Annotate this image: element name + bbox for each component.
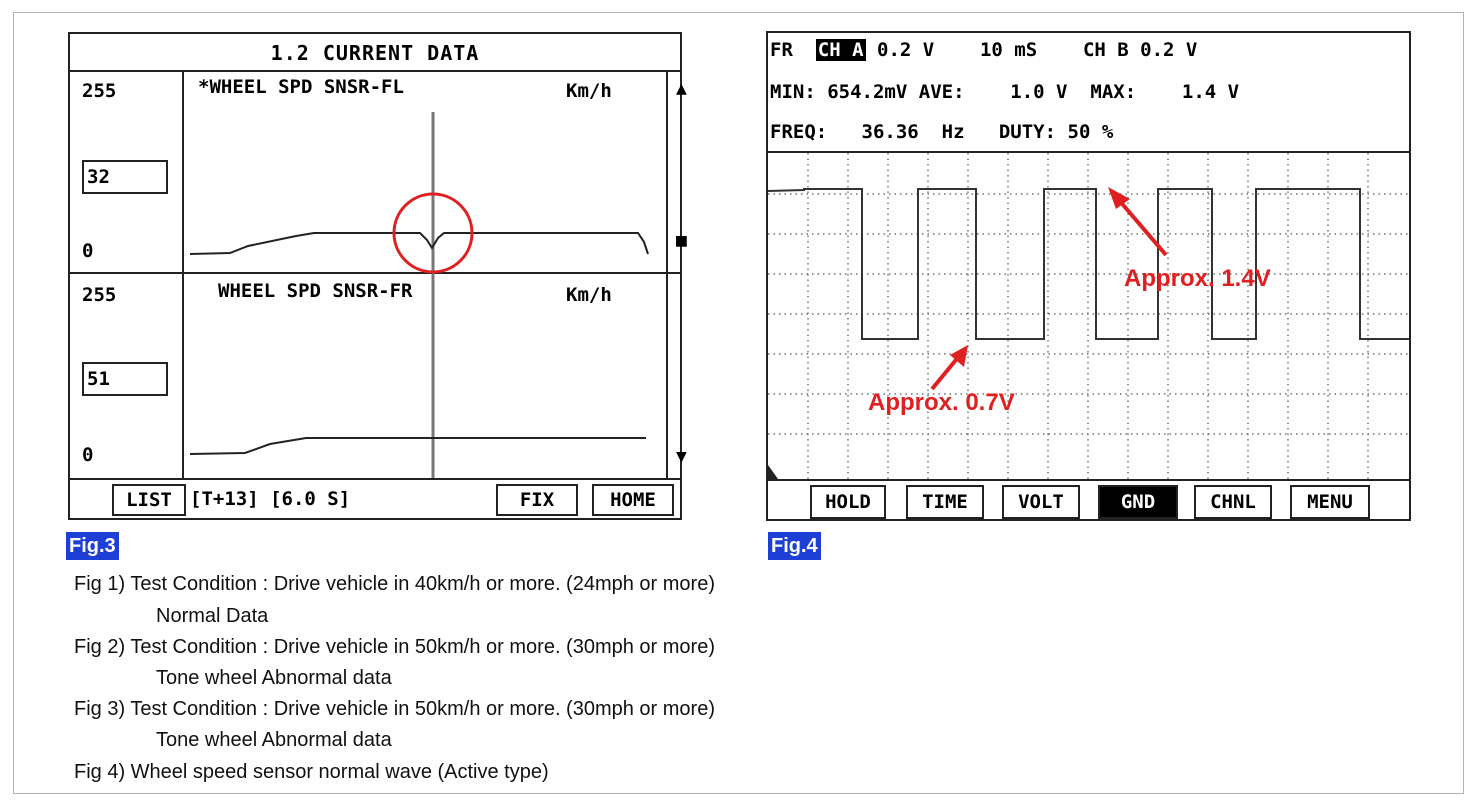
low-level-arrow — [932, 355, 960, 389]
min-value: 654.2mV — [827, 81, 908, 103]
fr-min-label: 0 — [82, 444, 94, 466]
caption-fig1-line2: Normal Data — [156, 605, 269, 627]
freq-unit: Hz — [941, 121, 965, 143]
max-value: 1.4 V — [1181, 81, 1240, 103]
chnl-button[interactable]: CHNL — [1194, 485, 1272, 519]
caption-fig4-line1: Fig 4) Wheel speed sensor normal wave (Active type) — [74, 761, 549, 783]
fr-sensor-label: WHEEL SPD SNSR-FR — [218, 280, 413, 302]
fl-speed-trace — [190, 233, 648, 254]
freq-value: 36.36 — [861, 121, 919, 143]
low-level-annotation: Approx. 0.7V — [868, 389, 1015, 416]
ch-a-selected[interactable]: CH A — [817, 39, 864, 61]
fr-unit-label: Km/h — [566, 284, 612, 306]
fl-unit-label: Km/h — [566, 80, 612, 102]
caption-fig2-line1: Fig 2) Test Condition : Drive vehicle in 50km/h or more. (30mph or more) — [74, 636, 715, 658]
max-label: MAX: — [1090, 81, 1137, 103]
menu-button[interactable]: MENU — [1290, 485, 1370, 519]
fig3-label: Fig.3 — [66, 532, 119, 560]
ch-a-scale: 0.2 V — [877, 39, 935, 61]
home-button[interactable]: HOME — [592, 484, 674, 516]
ch-b-scale: CH B 0.2 V — [1082, 39, 1198, 61]
caption-fig2-line2: Tone wheel Abnormal data — [156, 667, 392, 689]
fr-speed-trace — [190, 438, 646, 454]
oscilloscope-screen — [766, 31, 1411, 521]
fr-max-label: 255 — [82, 284, 117, 306]
scroll-down-icon[interactable]: ▼ — [676, 446, 687, 467]
footer-divider — [70, 478, 680, 480]
caption-fig3-line2: Tone wheel Abnormal data — [156, 729, 392, 751]
high-level-arrowhead — [1108, 187, 1130, 209]
fix-button[interactable]: FIX — [496, 484, 578, 516]
scope-header-row-3 — [770, 121, 1113, 143]
footer-divider-4 — [768, 479, 1409, 481]
hold-button[interactable]: HOLD — [810, 485, 886, 519]
current-data-screen — [68, 32, 687, 520]
time-status: [T+13] [6.0 S] — [190, 488, 351, 510]
ave-value: 1.0 V — [1010, 81, 1068, 103]
duty-label: DUTY: — [998, 121, 1057, 143]
fl-max-label: 255 — [82, 80, 117, 102]
caption-fig3-line1: Fig 3) Test Condition : Drive vehicle in 50km/h or more. (30mph or more) — [74, 698, 715, 720]
fl-sensor-label: *WHEEL SPD SNSR-FL — [198, 76, 404, 98]
fl-value-box: 32 — [82, 160, 168, 194]
high-level-annotation: Approx. 1.4V — [1124, 265, 1271, 292]
scope-grid — [768, 153, 1409, 479]
timebase: 10 mS — [979, 39, 1038, 61]
gnd-button[interactable]: GND — [1098, 485, 1178, 519]
list-button[interactable]: LIST — [112, 484, 186, 516]
channel-fr: FR — [770, 39, 793, 61]
waveform-display — [768, 153, 1409, 479]
volt-button[interactable]: VOLT — [1002, 485, 1080, 519]
freq-label: FREQ: — [770, 121, 828, 143]
scope-header-row-2 — [770, 81, 1239, 103]
fr-value-box: 51 — [82, 362, 168, 396]
scroll-up-icon[interactable]: ▲ — [676, 78, 687, 99]
caption-fig1-line1: Fig 1) Test Condition : Drive vehicle in 40km/h or more. (24mph or more) — [74, 573, 715, 595]
scope-header-row-1 — [770, 39, 1197, 61]
screen-title: 1.2 CURRENT DATA — [70, 34, 680, 72]
fig4-label: Fig.4 — [768, 532, 821, 560]
trigger-marker — [768, 465, 778, 479]
min-label: MIN: — [770, 81, 816, 103]
time-button[interactable]: TIME — [906, 485, 984, 519]
fl-min-label: 0 — [82, 240, 94, 262]
scroll-position-icon: ■ — [676, 230, 687, 251]
ave-label: AVE: — [918, 81, 965, 103]
duty-value: 50 % — [1067, 121, 1114, 143]
speed-graphs — [70, 34, 680, 478]
